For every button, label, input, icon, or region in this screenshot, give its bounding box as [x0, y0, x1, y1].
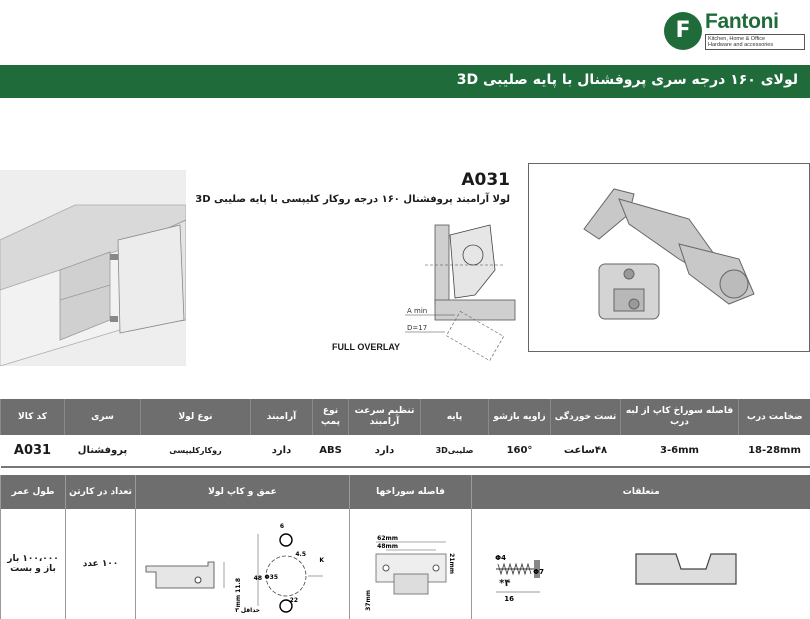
a-min-label: A min — [407, 307, 428, 315]
cup-height-label: 11.8 mm — [234, 578, 242, 608]
hole-right-label: 21mm — [447, 553, 455, 574]
cup-k-label: K — [318, 557, 324, 564]
hinge-image — [529, 164, 809, 351]
lifetime-cell — [1, 509, 66, 619]
spec-value: روکارکلیپسی — [169, 446, 222, 455]
product-subtitle: لولا آرامبند پروفشنال ۱۶۰ درجه روکار کلیپسی با پایه صلیبی 3D — [195, 194, 510, 205]
detail-header: تعداد در کارتن — [66, 475, 136, 509]
details-value-row — [1, 509, 810, 619]
hole-left-label: 37mm — [364, 590, 372, 611]
specs-value-row — [1, 435, 810, 467]
cup-offset-label: 6 — [279, 523, 284, 530]
spec-header: پایه — [421, 399, 489, 435]
cup-depth-cell — [136, 509, 350, 619]
title-bar — [0, 65, 810, 98]
hinge-photo — [528, 163, 810, 352]
accessories-count: ۴* — [499, 578, 511, 589]
hole-top-label: 62mm — [376, 535, 398, 542]
brand-logo — [664, 10, 806, 52]
product-code: A031 — [461, 170, 510, 190]
spec-value: صلیبی3D — [435, 446, 474, 455]
details-header-row — [1, 475, 810, 509]
brand-tagline: Kitchen, Home & Office Hardware and accessories — [705, 34, 805, 50]
hole-spacing-cell — [350, 509, 472, 619]
details-table — [0, 475, 810, 619]
accessories-drawing — [476, 514, 806, 614]
hole-inner-label: 48mm — [376, 543, 398, 550]
spec-value: دارد — [374, 445, 395, 456]
detail-header: طول عمر — [1, 475, 66, 509]
bracket-drawing — [636, 554, 736, 584]
spec-value: 3-6mm — [660, 445, 699, 456]
detail-header: متعلقات — [472, 475, 810, 509]
screw-head-label: Φ7 — [533, 568, 545, 576]
detail-header: عمق و کاپ لولا — [136, 475, 350, 509]
spec-header: زاویه بازشو — [489, 399, 551, 435]
brand-name: Fantoni — [705, 10, 779, 33]
spec-header: آرامبند — [251, 399, 313, 435]
spec-header: کد کالا — [1, 399, 65, 435]
spec-header: فاصله سوراخ کاپ از لبه درب — [621, 399, 739, 435]
spec-header: تنظیم سرعت آرامبند — [349, 399, 421, 435]
specs-header-row — [1, 399, 810, 435]
spec-value: 18-28mm — [748, 445, 801, 456]
lifetime-cycles: ۱۰۰،۰۰۰ بار — [7, 554, 59, 564]
spec-header: نوع پمپ — [313, 399, 349, 435]
spec-header: نوع لولا — [141, 399, 251, 435]
cup-bottom-label: 22 — [289, 597, 298, 604]
page-title: لولای ۱۶۰ درجه سری پروفشنال با پایه صلیبی 3D — [456, 72, 798, 88]
hole-spacing-drawing — [352, 514, 470, 614]
spec-value: ABS — [319, 445, 342, 456]
specs-table — [0, 399, 810, 468]
cabinet-illustration — [0, 170, 186, 366]
screw-shank-label: Φ4 — [495, 554, 507, 562]
spec-value: پروفشنال — [77, 445, 128, 456]
spec-value: دارد — [271, 445, 292, 456]
spec-value: A031 — [13, 443, 52, 458]
spec-header: تست خوردگی — [551, 399, 621, 435]
spec-value: 160° — [506, 445, 533, 456]
overlay-diagram — [395, 210, 525, 365]
cup-side-label: 4.5 — [294, 551, 306, 558]
cup-depth-drawing — [138, 514, 348, 614]
cup-depth-label: 48 — [253, 575, 262, 582]
d-label: D=17 — [407, 324, 428, 332]
logo-mark: F — [664, 12, 702, 50]
overlay-type-label: FULL OVERLAY — [332, 342, 401, 352]
screw-length-label: 16 — [504, 595, 515, 603]
carton-qty: ۱۰۰ عدد — [66, 509, 136, 619]
spec-header: سری — [65, 399, 141, 435]
lifetime-unit: باز و بست — [10, 564, 56, 574]
accessories-cell — [472, 509, 810, 619]
cup-note-label: حداقل ۳ — [234, 607, 260, 614]
cup-diameter-label: Φ35 — [264, 574, 278, 581]
spec-header: ضخامت درب — [739, 399, 810, 435]
spec-value: ۴۸ساعت — [563, 445, 608, 456]
detail-header: فاصله سوراخها — [350, 475, 472, 509]
